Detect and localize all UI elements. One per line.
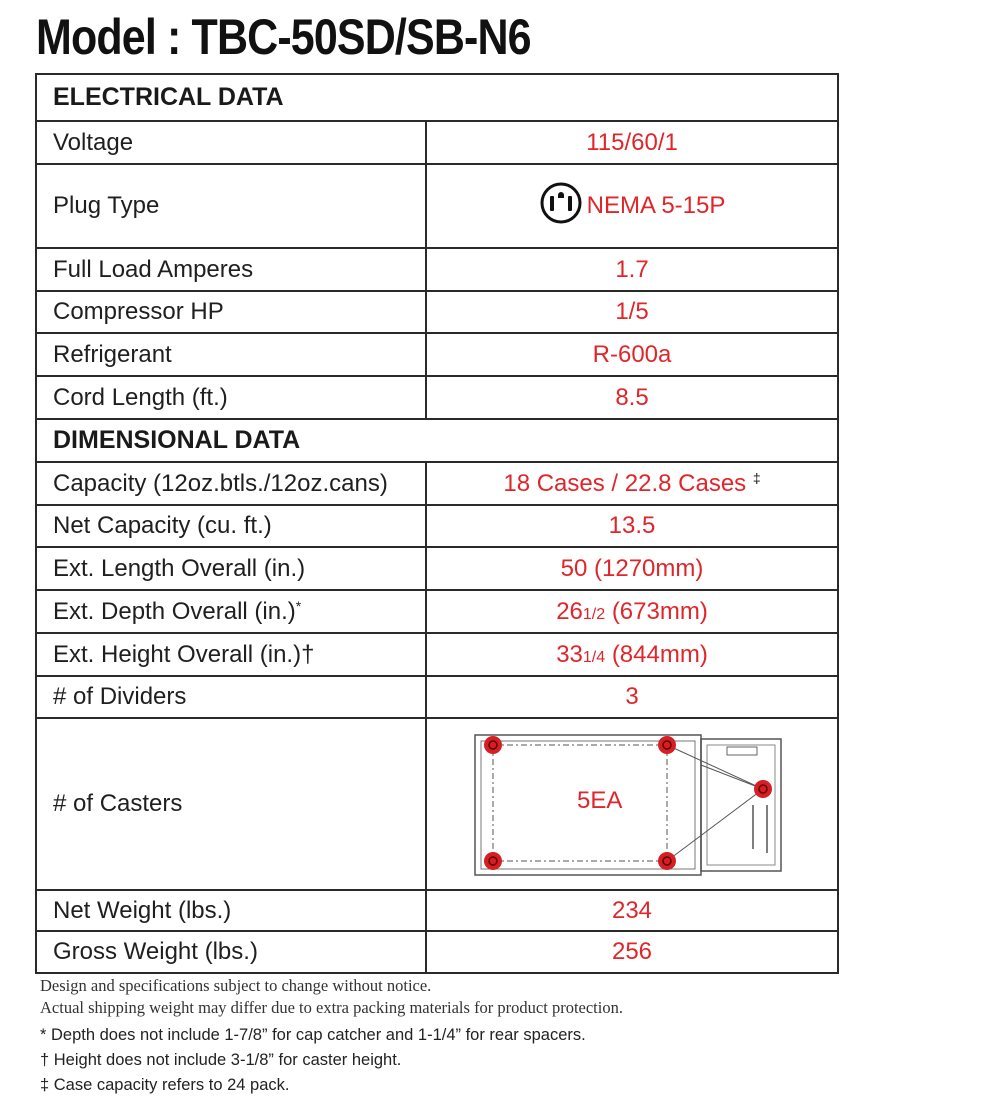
compressor-value: 1/5	[426, 291, 838, 333]
capacity-label: Capacity (12oz.btls./12oz.cans)	[36, 462, 426, 505]
gross-weight-value: 256	[426, 931, 838, 973]
table-row	[36, 248, 838, 291]
length-label: Ext. Length Overall (in.)	[36, 547, 426, 590]
height-fraction: 1/4	[582, 648, 606, 666]
height-label-cell	[36, 633, 426, 676]
depth-label: Ext. Depth Overall (in.)	[53, 597, 296, 625]
dividers-value: 3	[426, 676, 838, 718]
casters-label: # of Casters	[36, 718, 426, 890]
depth-whole: 26	[556, 597, 583, 625]
section-row	[36, 74, 838, 121]
section-row	[36, 419, 838, 462]
height-label: Ext. Height Overall (in.)	[53, 640, 302, 668]
height-value-cell	[426, 633, 838, 676]
table-row	[36, 505, 838, 547]
amperes-label: Full Load Amperes	[36, 248, 426, 291]
length-value: 50 (1270mm)	[426, 547, 838, 590]
depth-label-cell	[36, 590, 426, 633]
capacity-cell	[426, 462, 838, 505]
nema-plug-icon	[539, 181, 583, 232]
footnote-depth: * Depth does not include 1-7/8” for cap catcher and 1-1/4” for rear spacers.	[40, 1026, 586, 1044]
caster-layout-icon	[427, 719, 837, 889]
height-metric: (844mm)	[611, 640, 708, 668]
table-row	[36, 376, 838, 419]
dimensional-header: DIMENSIONAL DATA	[36, 419, 838, 462]
page-title: Model : TBC-50SD/SB-N6	[36, 9, 531, 65]
refrigerant-label: Refrigerant	[36, 333, 426, 376]
net-weight-label: Net Weight (lbs.)	[36, 890, 426, 931]
depth-metric: (673mm)	[611, 597, 708, 625]
spec-table	[35, 73, 839, 974]
note-shipping: Actual shipping weight may differ due to extra packing materials for product protection.	[40, 998, 623, 1017]
cord-length-value: 8.5	[426, 376, 838, 419]
table-row	[36, 890, 838, 931]
compressor-label: Compressor HP	[36, 291, 426, 333]
footnote-capacity: ‡ Case capacity refers to 24 pack.	[40, 1076, 290, 1094]
depth-mark: *	[295, 597, 302, 614]
caster-diagram	[427, 719, 837, 889]
table-row	[36, 547, 838, 590]
amperes-value: 1.7	[426, 248, 838, 291]
capacity-value: 18 Cases / 22.8 Cases	[503, 469, 747, 497]
depth-value-cell	[426, 590, 838, 633]
casters-cell	[426, 718, 838, 890]
height-whole: 33	[556, 640, 583, 668]
capacity-mark: ‡	[752, 469, 761, 486]
table-row	[36, 676, 838, 718]
gross-weight-label: Gross Weight (lbs.)	[36, 931, 426, 973]
height-mark: †	[301, 640, 315, 668]
table-row	[36, 718, 838, 890]
table-row	[36, 633, 838, 676]
refrigerant-value: R-600a	[426, 333, 838, 376]
plug-type-cell	[426, 164, 838, 248]
table-row	[36, 121, 838, 164]
casters-value: 5EA	[577, 787, 623, 814]
voltage-value: 115/60/1	[426, 121, 838, 164]
plug-type-value: NEMA 5-15P	[586, 191, 726, 219]
table-row	[36, 462, 838, 505]
table-row	[36, 333, 838, 376]
electrical-header: ELECTRICAL DATA	[36, 74, 838, 121]
net-capacity-label: Net Capacity (cu. ft.)	[36, 505, 426, 547]
net-weight-value: 234	[426, 890, 838, 931]
notes-section	[40, 975, 980, 1098]
dividers-label: # of Dividers	[36, 676, 426, 718]
table-row	[36, 164, 838, 248]
table-row	[36, 590, 838, 633]
plug-type-label: Plug Type	[36, 164, 426, 248]
cord-length-label: Cord Length (ft.)	[36, 376, 426, 419]
note-change: Design and specifications subject to change without notice.	[40, 976, 432, 995]
table-row	[36, 291, 838, 333]
depth-fraction: 1/2	[582, 605, 606, 623]
net-capacity-value: 13.5	[426, 505, 838, 547]
footnote-height: † Height does not include 3-1/8” for caster height.	[40, 1051, 402, 1069]
voltage-label: Voltage	[36, 121, 426, 164]
table-row	[36, 931, 838, 973]
